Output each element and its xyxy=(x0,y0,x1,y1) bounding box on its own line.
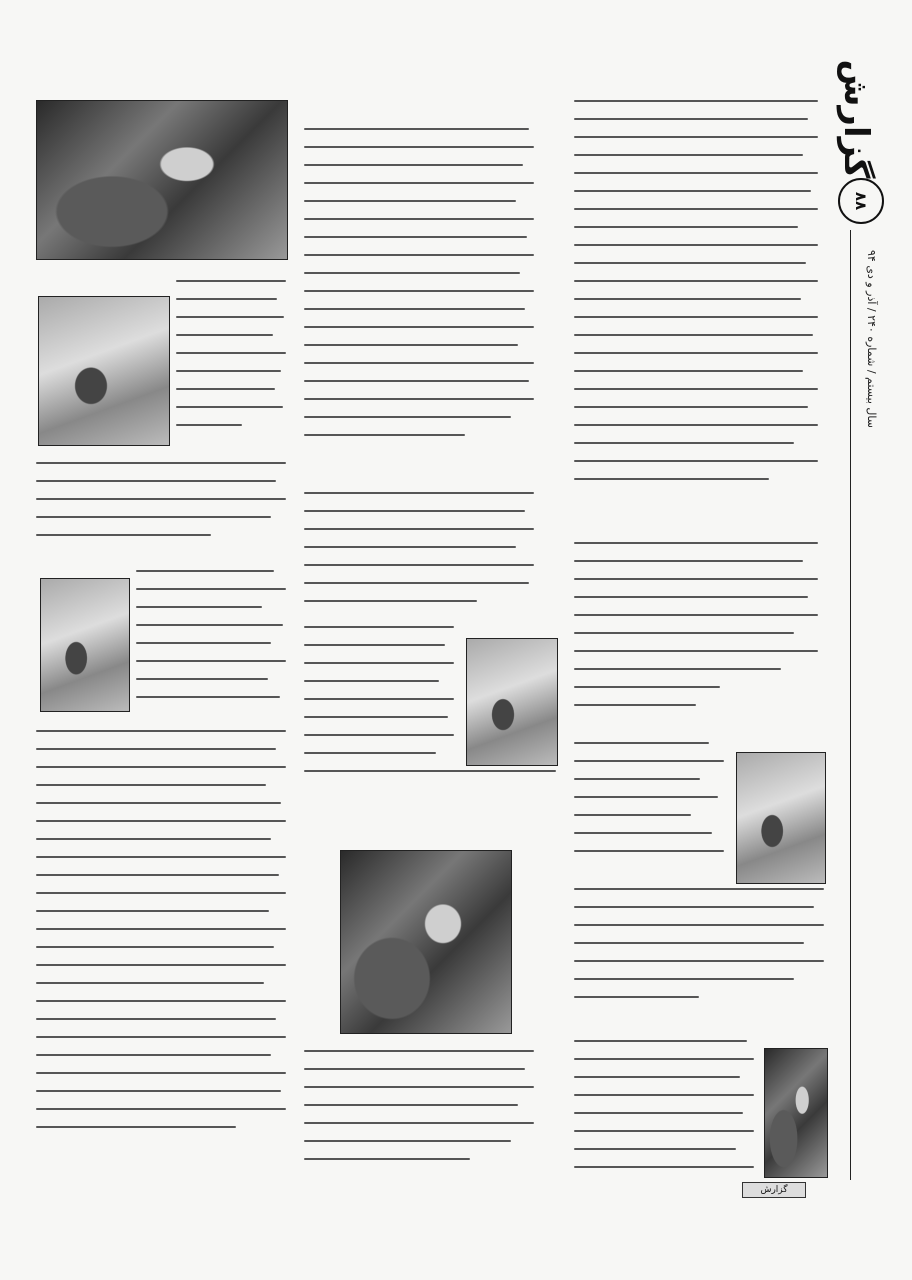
magazine-logo: گزارش xyxy=(836,59,876,179)
article-text-col1-lower xyxy=(36,730,286,1180)
article-text-col2-mid xyxy=(304,492,534,622)
photo-bound-man xyxy=(40,578,130,712)
article-text-col3-mid xyxy=(574,542,818,732)
photo-caption-bottom-right xyxy=(738,1028,824,1040)
photo-portrait-right xyxy=(736,752,826,884)
article-text-col1-mid xyxy=(136,570,286,720)
article-text-col3-bottom xyxy=(574,1040,754,1180)
photo-caption-large-middle-1 xyxy=(338,806,508,818)
page-number: ۸۸ xyxy=(838,178,884,224)
photo-caption-large-middle-2 xyxy=(338,824,508,836)
photo-man-bottom-right xyxy=(764,1048,828,1178)
article-text-col2-strip xyxy=(304,770,556,792)
photo-caption-right xyxy=(738,732,824,744)
photo-execution-scene xyxy=(340,850,512,1034)
article-text-col1-band xyxy=(36,462,286,552)
article-text-col3-upper xyxy=(574,100,818,510)
article-text-col2-left-of-photo xyxy=(304,626,454,776)
article-text-col3-lower xyxy=(574,888,824,1018)
photo-crowd-scene xyxy=(36,100,288,260)
photo-caption-small-left xyxy=(40,556,128,568)
photo-caption-small-middle xyxy=(464,622,556,634)
photo-hanging-figure xyxy=(466,638,558,766)
issue-dateline: سال بیستم / شماره ۲۴۰ / آذر و دی ۹۴ xyxy=(865,250,878,428)
photo-caption-top-left xyxy=(36,62,286,74)
article-text-col2-upper xyxy=(304,128,534,473)
photo-two-portraits xyxy=(38,296,170,446)
article-text-col2-lower xyxy=(304,1050,534,1180)
article-text-col3-beside-photo xyxy=(574,742,724,882)
margin-rule xyxy=(850,230,851,1180)
photo-caption-portraits xyxy=(36,266,166,278)
footer-magazine-label: گزارش xyxy=(742,1182,806,1198)
article-text-col1-upper xyxy=(176,280,286,460)
